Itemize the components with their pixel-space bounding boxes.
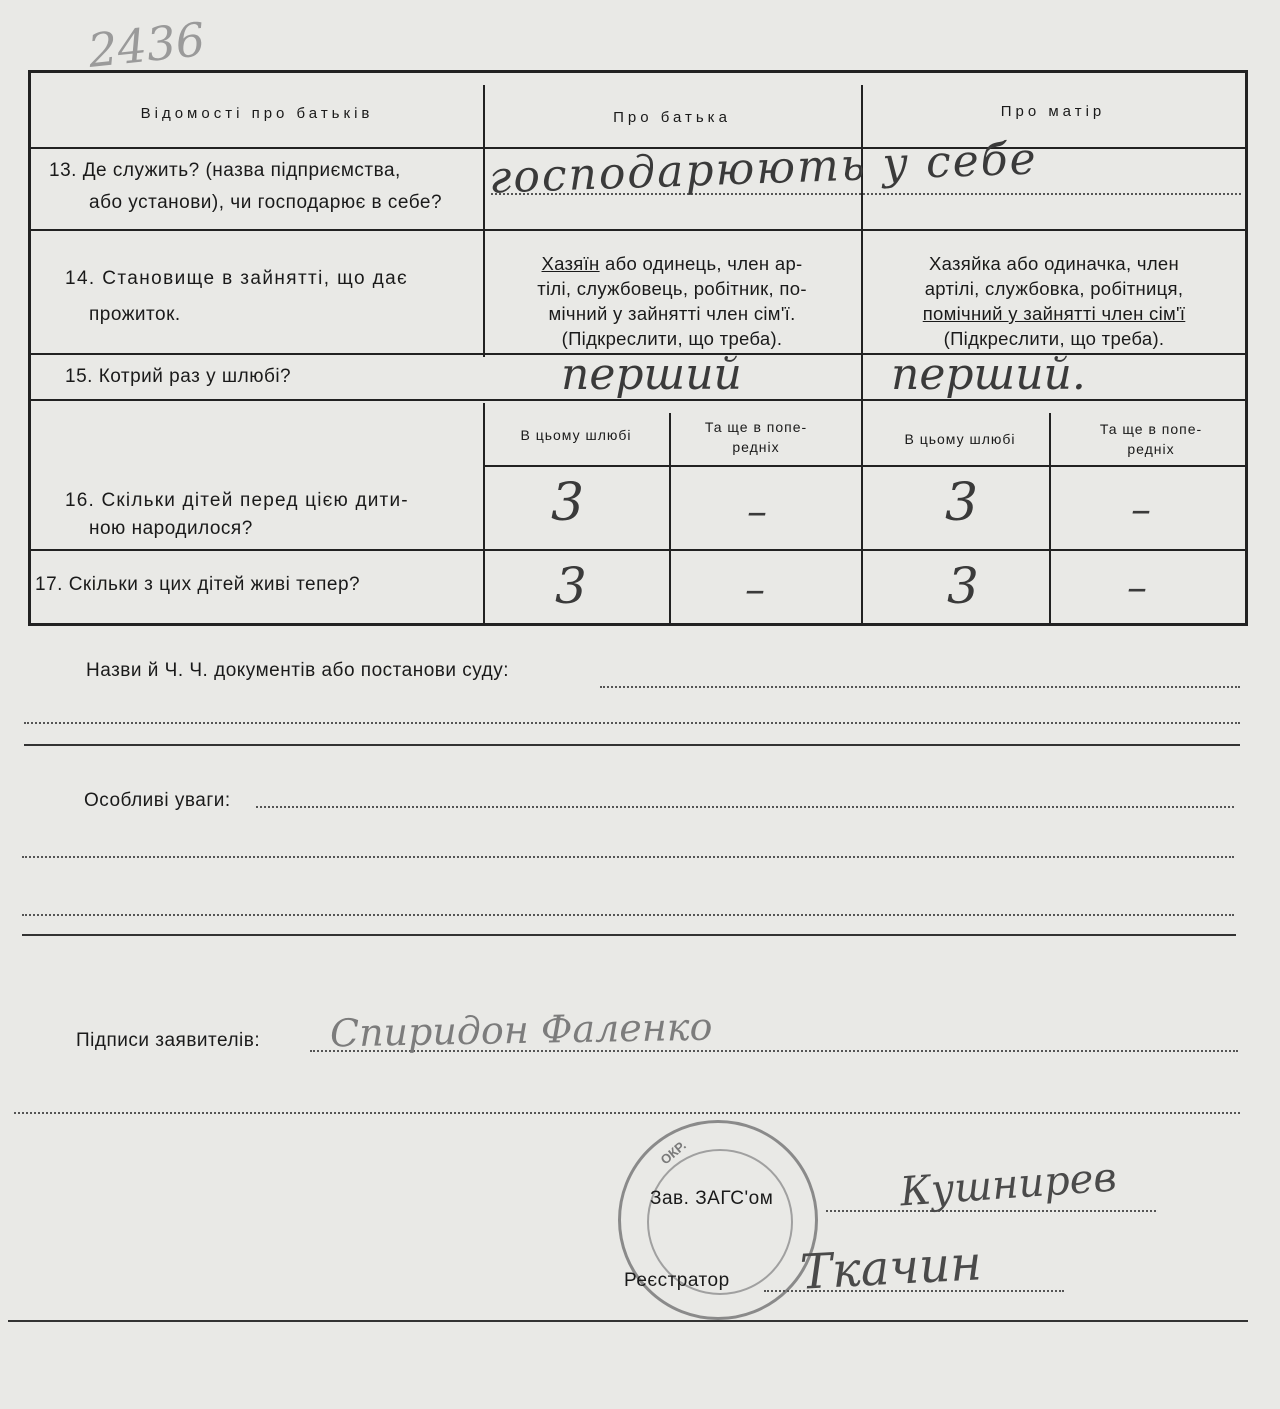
q14-mother-opt-line4: (Підкреслити, що треба). (943, 328, 1165, 349)
col-divider-4 (1049, 413, 1051, 625)
q14-mother-options (869, 251, 1239, 351)
q14-label-line2: прожиток. (89, 304, 181, 325)
remarks-dotted-line-3 (22, 914, 1234, 916)
q15-mother-answer: перший. (891, 349, 1086, 400)
header-father: Про батька (613, 109, 731, 126)
q13-label-line1: 13. Де служить? (назва підприємства, (49, 160, 401, 181)
q14-mother-opt-line1: Хазяйка або одиначка, член (928, 253, 1180, 274)
q17-label: 17. Скільки з цих дітей живі тепер? (35, 574, 361, 595)
remarks-dotted-line (256, 806, 1234, 808)
signatures-label: Підписи заявителів: (76, 1030, 261, 1051)
q17-father-this-value: 3 (555, 557, 587, 615)
documents-solid-line (24, 744, 1240, 746)
row-divider-13 (31, 229, 1245, 231)
head-signature-line (826, 1210, 1156, 1212)
q16-label-line1: 16. Скільки дітей перед цією дити- (65, 490, 409, 511)
q16-label-line2: ною народилося? (89, 518, 253, 539)
subheader-mother-prev: Та ще в попе-редніх (1099, 421, 1203, 457)
registrar-signature: Ткачин (798, 1235, 984, 1301)
q17-mother-prev-value: – (1127, 565, 1147, 611)
archive-number-mark: 2436 (85, 12, 208, 78)
subheader-mother-this: В цьому шлюбі (904, 431, 1016, 447)
row-divider-16 (31, 549, 1245, 551)
documents-dotted-line-2 (24, 722, 1240, 724)
q17-father-prev-value: – (745, 567, 765, 613)
head-of-registry-label: Зав. ЗАГС'ом (650, 1188, 774, 1209)
q17-mother-this-value: 3 (947, 557, 979, 615)
col-divider-3 (669, 413, 671, 625)
subheader-father-prev: Та ще в попе-редніх (704, 419, 808, 455)
head-signature: Кушнирев (898, 1154, 1119, 1216)
q16-father-this-value: 3 (551, 473, 585, 533)
applicant-signature: Спиридон Фаленко (329, 1004, 713, 1056)
q14-mother-opt-line2: артілі, службовка, робітниця, (924, 278, 1184, 299)
q16-mother-prev-value: – (1131, 487, 1151, 533)
q14-mother-selected-option: помічний у зайнятті член сім'ї (922, 303, 1186, 324)
bottom-rule (8, 1320, 1248, 1322)
remarks-solid-line (22, 934, 1236, 936)
q14-label-line1: 14. Становище в зайнятті, що дає (65, 268, 409, 289)
q16-mother-this-value: 3 (945, 473, 979, 533)
header-info: Відомості про батьків (140, 105, 374, 122)
q15-father-answer: перший (561, 349, 742, 400)
q14-father-selected-option: Хазяїн (541, 253, 600, 274)
header-mother: Про матір (1000, 103, 1106, 120)
remarks-dotted-line-2 (22, 856, 1234, 858)
q16-father-prev-value: – (747, 489, 767, 535)
q15-label: 15. Котрий раз у шлюбі? (65, 366, 292, 387)
q14-father-opt-line4: (Підкреслити, що треба). (561, 328, 783, 349)
remarks-label: Особливі уваги: (84, 790, 231, 811)
q14-father-opt-line2: тілі, службовець, робітник, по- (537, 278, 807, 299)
q13-label-line2: або установи), чи господарює в себе? (89, 192, 443, 213)
q13-handwritten-answer: господарюють у себе (488, 133, 1039, 204)
q14-father-opt-line1: або одинець, член ар- (605, 253, 803, 274)
subheader-father-this: В цьому шлюбі (520, 427, 632, 443)
stamp-rim-text: ОКР. (657, 1137, 689, 1168)
registrar-label: Реєстратор (624, 1270, 730, 1291)
documents-dotted-line (600, 686, 1240, 688)
documents-label: Назви й Ч. Ч. документів або постанови суду: (86, 660, 509, 681)
row-divider-sub (483, 465, 1245, 467)
parents-info-table (28, 70, 1248, 626)
signatures-dotted-line-2 (14, 1112, 1240, 1114)
q14-father-options (491, 251, 853, 351)
q14-father-opt-line3: мічний у зайнятті член сім'ї. (548, 303, 796, 324)
